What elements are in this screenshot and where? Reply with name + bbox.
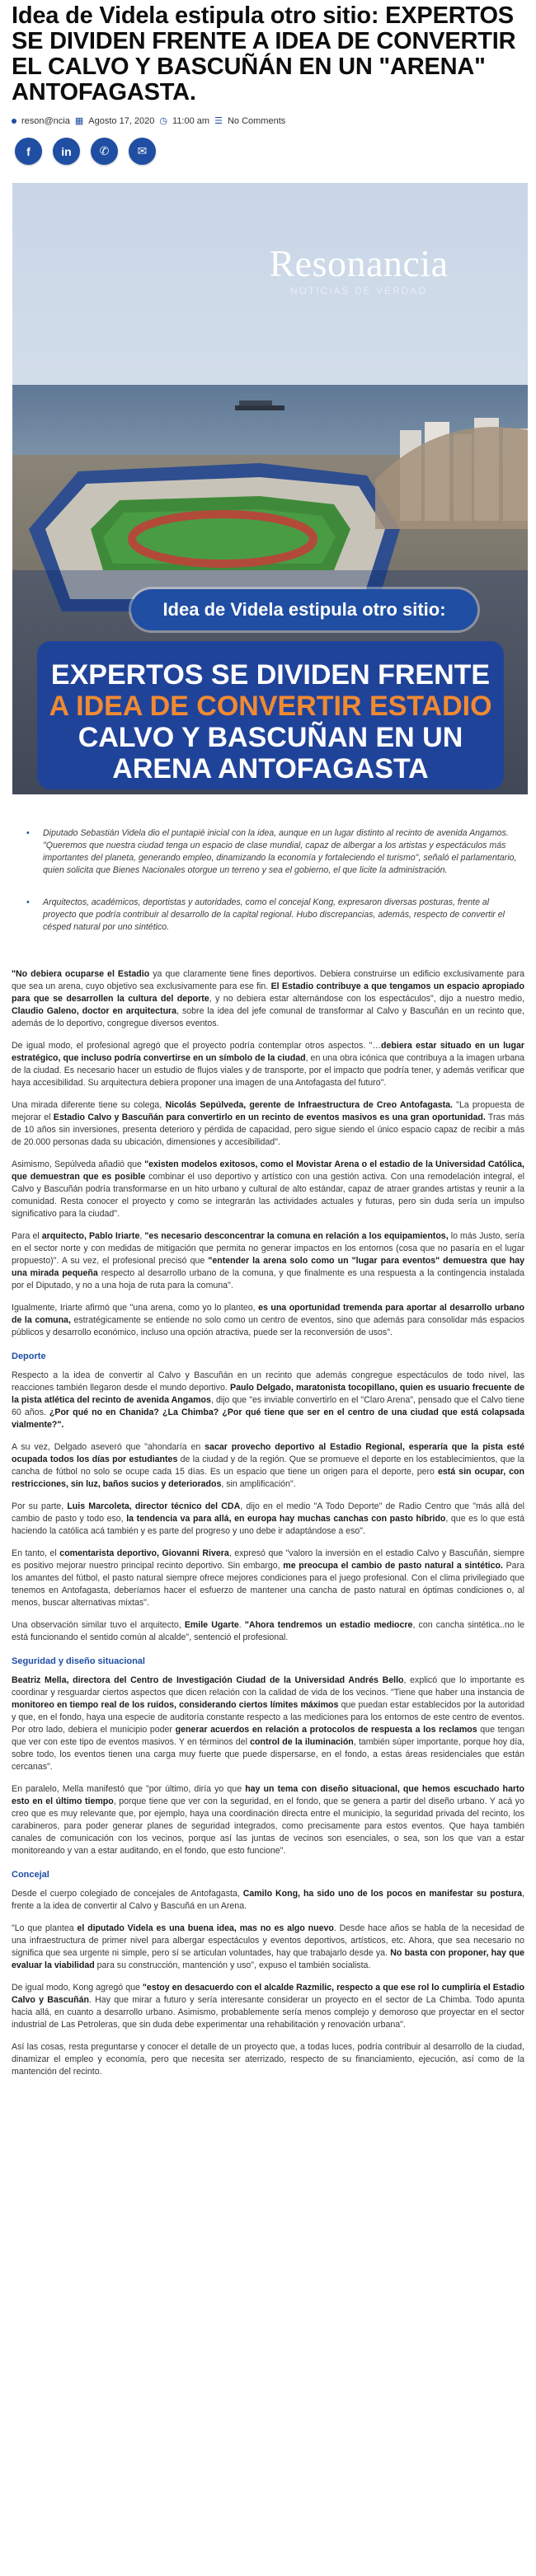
emphasis: control de la iluminación: [250, 1737, 354, 1747]
emphasis: generar acuerdos en relación a protocolos de respuesta a los reclamos: [175, 1725, 477, 1735]
paragraph: Igualmente, Iriarte afirmó que "una arena, como yo lo planteo, es una oportunidad tremenda para aportar al desarrollo urbano de la comuna, estratégicamente se entiende no solo como un centro de eventos, sino que además para consolidar más espacios públicos y desarrollo económico, incluso una opción atractiva, puede ser la reconversión de usos".: [12, 1303, 525, 1337]
emphasis: El Estadio contribuye a que tengamos un espacio apropiado para que se desarrollen la cultura del deporte: [12, 981, 524, 1004]
facebook-icon: f: [26, 144, 31, 158]
summary-item: • Diputado Sebastián Videla dio el puntapié inicial con la idea, aunque en un lugar distinto al recinto de avenida Angamos. "Queremos que nuestra ciudad tenga un espacio de clase mundial, capaz de albergar a los artistas y espectáculos más importantes del planeta, generando empleo, dinamizando la economía y fortaleciendo el turismo", señaló el parlamentario, quien solicita que Bienes Nacionales otorgue un terreno y sea el gobierno, el que licite la administración.: [36, 827, 524, 877]
emphasis: "es necesario desconcentrar la comuna en relación a los equipamientos,: [144, 1231, 449, 1241]
emphasis: Paulo Delgado, maratonista tocopillano, quien es usuario frecuente de la pista atlética del recinto de avenida Angamos: [12, 1383, 524, 1405]
section-heading-deporte: Deporte: [12, 1351, 46, 1361]
summary-item: • Arquitectos, académicos, deportistas y autoridades, como el concejal Kong, expresaron diversas posturas, frente al proyecto que podría contribuir al desarrollo de la capital regional. Hubo discrepancias, además, respecto de convertir el césped natural por uno sintético.: [36, 897, 524, 934]
brand-name: Resonancia: [269, 242, 449, 284]
paragraph: Beatriz Mella, directora del Centro de Investigación Ciudad de la Universidad Andrés Bello, explicó que lo importante es coordinar y resguardar ciertos aspectos que dicen relación con la calidad de vida de los vecinos. "Tiene que haber una instancia de monitoreo en tiempo real de los ruidos, considerando ciertos límites máximos que puedan estar establecidos por la autoridad y que, en el fondo, haya una especie de auditoría constante respecto a las mediciones para los entornos de este centro de eventos. Por otro lado, debiera el municipio poder generar acuerdos en relación a protocolos de respuesta a los reclamos que tengan que ver con este tipo de eventos masivos. Y en términos del control de la iluminación, también súper importante, porque hoy día, sobre todo, los eventos tienen una carga muy fuerte que puede dispersarse, en el fondo, a estas áreas residenciales que están cercanas".: [12, 1675, 525, 1772]
author-icon: [12, 119, 16, 124]
hero-line-4: ARENA ANTOFAGASTA: [112, 753, 429, 785]
clock-icon: ◷: [159, 116, 168, 126]
emphasis: "entender la arena solo como un "lugar para eventos" demuestra que hay una mirada pequeña: [12, 1256, 524, 1278]
article-title: Idea de Videla estipula otro sitio: EXPERTOS SE DIVIDEN FRENTE A IDEA DE CONVERTIR EL CALVO Y BASCUÑÁN EN UN "ARENA" ANTOFAGASTA.: [12, 2, 516, 105]
emphasis: "Ahora tendremos un estadio mediocre: [244, 1620, 413, 1630]
article-meta: [0, 105, 536, 126]
paragraph: Para el arquitecto, Pablo Iriarte, "es necesario desconcentrar la comuna en relación a los equipamientos, lo más Justo, sería en el sector norte y con medidas de mitigación que permita no generar impactos en los entornos (cosa que no pasaría en el lugar propuesto)". A su vez, el profesional precisó que "entender la arena solo como un "lugar para eventos" demuestra que hay una mirada pequeña respecto al desarrollo urbano de la comuna, y que finalmente es una respuesta a la contingencia instalada por el Diputado, y no a una hoja de ruta para la comuna".: [12, 1231, 524, 1290]
paragraph: Por su parte, Luis Marcoleta, director técnico del CDA, dijo en el medio "A Todo Deporte" de Radio Centro que "más allá del cambio de pasto y todo eso, la tendencia va para allá, en europa hay muchas canchas con pasto híbrido, que es lo que está haciendo la católica acá también y es parte del progreso y uno debe ir adaptándose a eso".: [12, 1501, 524, 1536]
paragraph: Así las cosas, resta preguntarse y conocer el detalle de un proyecto que, a todas luces, podría contribuir al desarrollo de la ciudad, dinamizar el empleo y economía, pero que necesita ser aterrizado, respecto de su financiamiento, ejecución, así como de la mantención del recinto.: [12, 2042, 524, 2077]
email-icon: ✉: [137, 144, 148, 157]
emphasis: "existen modelos exitosos, como el Movistar Arena o el estadio de la Universidad Católica, que demuestran que es posible: [12, 1159, 524, 1182]
paragraph: Respecto a la idea de convertir al Calvo y Bascuñán en un recinto que además congregue espectáculos de todo nivel, las reacciones también llegaron desde el mundo deportivo. Paulo Delgado, maratonista tocopillano, quien es usuario frecuente de la pista atlética del recinto de avenida Angamos, dijo que "es inviable convertirlo en el "Claro Arena", pensado que el Calvo tiene 60 años. ¿Por qué no en Chanida? ¿La Chimba? ¿Por qué tiene que ser en el centro de una ciudad que está colapsada vialmente?".: [12, 1370, 524, 1430]
brand-tagline: NOTICIAS DE VERDAD: [289, 285, 428, 297]
paragraph: Una mirada diferente tiene su colega, Nicolás Sepúlveda, gerente de Infraestructura de Creo Antofagasta. "La propuesta de mejorar el Estadio Calvo y Bascuñán para convertirlo en un recinto de eventos masivos es una gran oportunidad. Tras más de 10 años sin inversiones, presenta deterioro y pérdida de capacidad, pero sigue siendo el único espacio capaz de recibir a más de 20.000 personas dada su ubicación, dimensiones y accesibilidad".: [12, 1100, 524, 1147]
emphasis: monitoreo en tiempo real de los ruidos, considerando ciertos límites máximos: [12, 1700, 339, 1710]
paragraph: De igual modo, Kong agregó que "estoy en desacuerdo con el alcalde Razmilic, respecto a que ese rol lo cumpliría el Estadio Calvo y Bascuñán. Hay que mirar a futuro y sería interesante considerar un proyecto en el sector de La Chimba. Todo apunta hacia allá, en cuanto a desarrollo urbano. Asimismo, probablemente sería menos complejo y demoroso que proyectar en el sector industrial de Las Petroleras, que sin duda debe experimentar una rehabilitación y renovación urbana".: [12, 1983, 524, 2030]
comment-icon: ☰: [214, 116, 223, 126]
whatsapp-share-button[interactable]: [91, 138, 118, 165]
emphasis: ¿Por qué no en Chanida? ¿La Chimba? ¿Por qué tiene que ser en el centro de una ciudad que está colapsada vialmente?".: [12, 1407, 524, 1430]
emphasis: Estadio Calvo y Bascuñán para convertirlo en un recinto de eventos masivos es una gran oportunidad.: [53, 1112, 486, 1122]
email-share-button[interactable]: [129, 138, 156, 165]
paragraph: De igual modo, el profesional agregó que el proyecto podría contemplar otros aspectos. "…debiera estar situado en un lugar estratégico, que incluso podría convertirse en un símbolo de la ciudad, en una obra icónica que contribuya a la imagen urbana de la ciudad. Es necesario hacer un estudio de flujos viales y de transporte, por el impacto que podría tener, y además verificar que haya accesibilidad. Su arquitectura debiera proponer una imagen de una Antofagasta del futuro".: [12, 1041, 524, 1088]
emphasis: Luis Marcoleta, director técnico del CDA: [67, 1501, 241, 1511]
paragraph: En paralelo, Mella manifestó que "por último, diría yo que hay un tema con diseño situacional, que hemos escuchado harto esto en el último tiempo, porque tiene que ver con la seguridad, en el fondo, que se genera a partir del diseño urbano. Y acá yo creo que es muy relevante que, por ejemplo, haya una coordinación directa entre el municipio, la seguridad privada del recinto, los carabineros, para poder generar planes de seguridad integrados, como precisamente para estos eventos. Que haya también canales de comunicación con los vecinos, porque así las juntas de vecinos son esenciales, o sea, son los que van a estar monitoreando y van a estar auditando, en el fondo, que esto funcione".: [12, 1784, 524, 1856]
section-heading-seguridad: Seguridad y diseño situacional: [12, 1656, 145, 1666]
paragraph: Asimismo, Sepúlveda añadió que "existen modelos exitosos, como el Movistar Arena o el estadio de la Universidad Católica, que demuestran que es posible combinar el uso deportivo y artístico con una gestión activa. Con una remodelación integral, el Calvo y Bascuñán podría transformarse en un hito urbano y cultural de alto estándar, capaz de atraer grandes artistas y reunir a la comunidad. Resta conocer el proyecto y como se integrarán las actividades actuales y futuras, pero sin duda sería un impulso significativo para la ciudad".: [12, 1159, 525, 1219]
emphasis: comentarista deportivo, Giovanni Rivera: [59, 1548, 229, 1558]
post-date: Agosto 17, 2020: [88, 115, 155, 126]
hero-line-3: CALVO Y BASCUÑAN EN UN: [78, 722, 463, 753]
linkedin-share-button[interactable]: [53, 138, 80, 165]
emphasis: Nicolás Sepúlveda, gerente de Infraestructura de Creo Antofagasta.: [165, 1100, 453, 1110]
summary-list: [36, 827, 524, 934]
hero-pill: Idea de Videla estipula otro sitio:: [131, 589, 477, 630]
paragraph: "Lo que plantea el diputado Videla es una buena idea, mas no es algo nuevo. Desde hace años se habla de la necesidad de una infraestructura de primer nivel para albergar espectáculos y eventos deportivos, artísticos, etc. Ahora, que sea necesario no significa que sea urgente ni simple, pero sí se articulan voluntades, hay que trabajarlo desde ya. No basta con proponer, hay que evaluar la viabilidad para su construcción, mantención y uso", expuso el también socialista.: [12, 1923, 524, 1970]
emphasis: la tendencia va para allá, en europa hay muchas canchas con pasto híbrido: [126, 1514, 446, 1524]
emphasis: Camilo Kong, ha sido uno de los pocos en manifestar su postura: [242, 1889, 523, 1899]
emphasis: Beatriz Mella, directora del Centro de Investigación Ciudad de la Universidad Andrés Bello: [12, 1675, 404, 1685]
share-buttons: [0, 126, 536, 165]
emphasis: es una oportunidad tremenda para aportar al desarrollo urbano de la comuna,: [12, 1303, 525, 1325]
facebook-share-button[interactable]: [15, 138, 42, 165]
author-name[interactable]: reson@ncia: [21, 115, 70, 126]
emphasis: sacar provecho deportivo al Estadio Regional, esperaría que la pista esté ocupada todos los días por estudiantes: [12, 1442, 524, 1464]
emphasis: Claudio Galeno, doctor en arquitectura: [12, 1006, 177, 1016]
emphasis: debiera estar situado en un lugar estratégico, que incluso podría convertirse en un símbolo de la ciudad: [12, 1041, 524, 1063]
whatsapp-icon: ✆: [99, 144, 110, 157]
hero-line-2: A IDEA DE CONVERTIR ESTADIO: [49, 691, 492, 722]
emphasis: el diputado Videla es una buena idea, mas no es algo nuevo: [77, 1923, 334, 1933]
calendar-icon: ▦: [74, 116, 84, 126]
paragraph: "No debiera ocuparse el Estadio ya que claramente tiene fines deportivos. Debiera construirse un edificio exclusivamente para que sea un arena, cuyo objetivo sea exclusivamente para ese fin. El Estadio contribuye a que tengamos un espacio apropiado para que se desarrollen la cultura del deporte, y no debiera estar alternándose con los espectáculos", dijo a nuestro medio, Claudio Galeno, doctor en arquitectura, sobre la idea del jefe comunal de transformar al Calvo y Bascuñán en un recinto que, además de lo deportivo, congregue diversos eventos.: [12, 969, 524, 1028]
emphasis: arquitecto, Pablo Iriarte: [41, 1231, 140, 1241]
linkedin-icon: in: [61, 144, 72, 158]
hero-image: [12, 183, 528, 794]
emphasis: "No debiera ocuparse el Estadio: [12, 969, 150, 979]
paragraph: En tanto, el comentarista deportivo, Giovanni Rivera, expresó que "valoro la inversión en el estadio Calvo y Bascuñán, siempre es positivo mejorar nuestro principal recinto deportivo. Sin embargo, me preocupa el cambio de pasto natural a sintético. Para los amantes del fútbol, el pasto natural siempre ofrece mejores condiciones para el juego profesional. Con el clima privilegiado que tenemos en Antofagasta, deberíamos hacer el esfuerzo de mantener una cancha de pasto natural en óptimas condiciones o, al menos, buscar alternativas mixtas".: [12, 1548, 524, 1608]
article-body: [0, 953, 536, 2078]
comments-link[interactable]: No Comments: [227, 115, 286, 126]
paragraph: Desde el cuerpo colegiado de concejales de Antofagasta, Camilo Kong, ha sido uno de los pocos en manifestar su postura, frente a la idea de convertir al Calvo y Bascuñá en un Arena.: [12, 1889, 524, 1911]
emphasis: "estoy en desacuerdo con el alcalde Razmilic, respecto a que ese rol lo cumpliría el Estadio Calvo y Bascuñán: [12, 1983, 524, 2005]
section-heading-concejal: Concejal: [12, 1870, 49, 1880]
brand-logo: [235, 244, 482, 297]
hero-headline-panel: [37, 641, 504, 789]
paragraph: Una observación similar tuvo el arquitecto, Emile Ugarte. "Ahora tendremos un estadio mediocre, con cancha sintética..no le está funcionando el sentido común al alcalde", sentenció el profesional.: [12, 1620, 525, 1642]
hero-line-1: EXPERTOS SE DIVIDEN FRENTE: [50, 659, 491, 691]
emphasis: está sin ocupar, con restricciones, sin luz, baños sucios y deteriorados: [12, 1467, 524, 1489]
emphasis: me preocupa el cambio de pasto natural a sintético.: [283, 1561, 503, 1571]
emphasis: Emile Ugarte: [184, 1620, 239, 1630]
post-time: 11:00 am: [172, 115, 210, 126]
emphasis: No basta con proponer, hay que evaluar la viabilidad: [12, 1948, 524, 1970]
paragraph: A su vez, Delgado aseveró que "ahondaría en sacar provecho deportivo al Estadio Regional, esperaría que la pista esté ocupada todos los días por estudiantes de la ciudad y de la región. Que se promueve el deporte en los establecimientos, que la cancha de fútbol no solo se ocupe cada 15 días. Es un espacio que tiene un origen para el deporte, pero está sin ocupar, con restricciones, sin luz, baños sucios y deteriorados, sin amplificación".: [12, 1442, 524, 1489]
emphasis: hay un tema con diseño situacional, que hemos escuchado harto esto en el último tiempo: [12, 1784, 524, 1806]
